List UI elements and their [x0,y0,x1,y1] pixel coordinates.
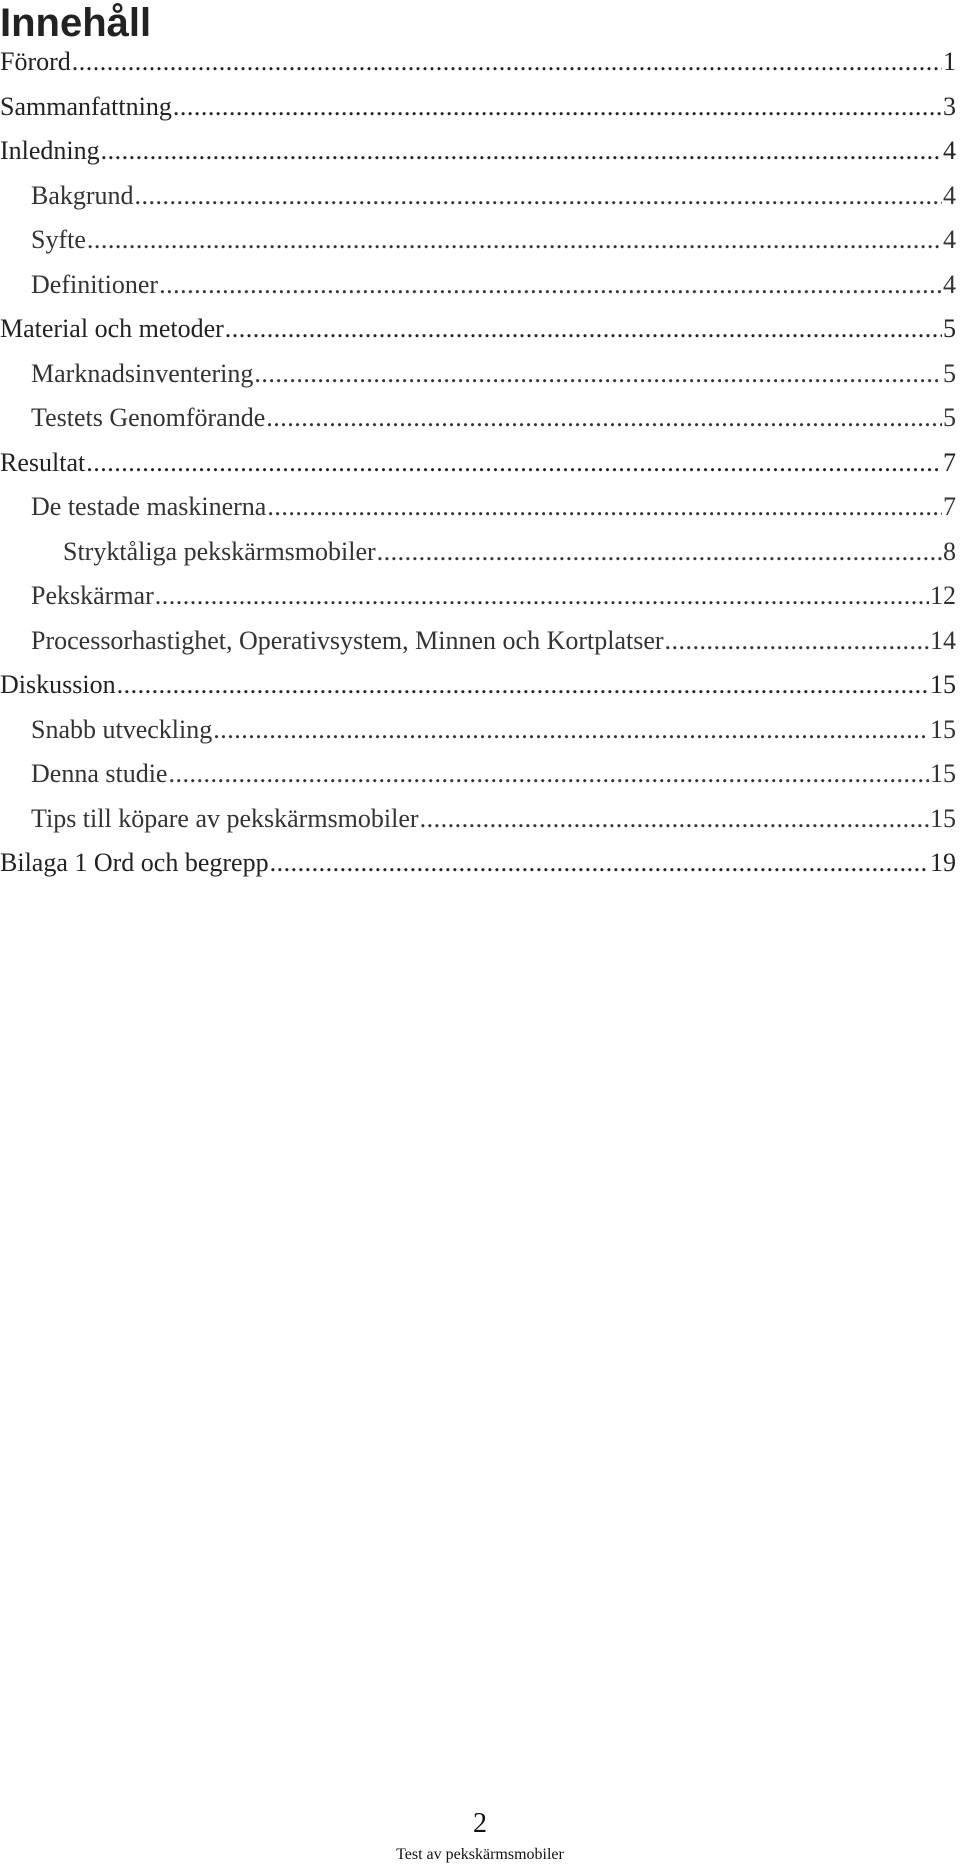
toc-entry-title: Inledning [0,136,100,165]
toc-entry[interactable] [0,85,956,130]
toc-entry[interactable] [0,352,956,397]
toc-entry-page: 4 [943,136,956,165]
dot-leader [213,708,929,753]
toc-entry-page: 7 [943,492,956,521]
toc-entry-page: 15 [930,759,956,788]
toc-entry[interactable] [0,752,956,797]
toc-entry[interactable] [0,396,956,441]
toc-entry[interactable] [0,263,956,308]
toc-entry-title: Snabb utveckling [31,714,213,744]
toc-entry-page: 3 [943,91,956,121]
dot-leader [117,663,929,708]
toc-entry[interactable] [0,218,956,263]
toc-entry[interactable] [0,841,956,886]
toc-entry[interactable] [0,708,956,753]
dot-leader [377,530,942,575]
table-of-contents [0,40,956,886]
dot-leader [72,40,942,85]
dot-leader [159,263,942,308]
dot-leader [86,441,942,486]
dot-leader [266,396,942,441]
toc-entry-page: 5 [943,314,956,343]
toc-entry[interactable] [0,174,956,219]
toc-entry-page: 12 [930,581,956,610]
toc-entry-title: Förord [0,47,71,76]
dot-leader [101,129,942,174]
toc-entry-page: 5 [943,358,956,388]
dot-leader [173,85,942,130]
toc-entry-page: 8 [943,536,956,566]
dot-leader [420,797,929,842]
toc-entry-title: Bilaga 1 Ord och begrepp [0,848,269,877]
toc-entry[interactable] [0,485,956,530]
toc-entry-title: Material och metoder [0,314,224,343]
toc-entry[interactable] [0,441,956,486]
dot-leader [87,218,942,263]
toc-entry-title: Resultat [0,447,86,477]
toc-entry[interactable] [0,307,956,352]
dot-leader [168,752,929,797]
toc-entry[interactable] [0,619,956,664]
toc-entry-page: 5 [943,403,956,432]
toc-entry-title: Tips till köpare av pekskärmsmobiler [31,803,419,833]
toc-entry-title: Bakgrund [31,180,134,210]
toc-entry-title: Stryktåliga pekskärmsmobiler [63,536,376,566]
toc-entry-title: Marknadsinventering [31,358,254,388]
toc-entry[interactable] [0,530,956,575]
toc-entry-page: 15 [930,714,956,744]
dot-leader [267,485,942,530]
toc-entry-page: 15 [930,803,956,833]
dot-leader [665,619,929,664]
dot-leader [135,174,942,219]
toc-heading: Innehåll [0,1,152,45]
toc-entry-page: 14 [930,625,956,655]
toc-entry-page: 7 [943,447,956,477]
toc-entry[interactable] [0,574,956,619]
toc-entry-title: Diskussion [0,670,116,699]
toc-entry-title: Denna studie [31,759,168,788]
toc-entry[interactable] [0,129,956,174]
toc-entry[interactable] [0,40,956,85]
toc-entry-page: 4 [943,269,956,299]
toc-entry[interactable] [0,797,956,842]
dot-leader [270,841,929,886]
toc-entry-page: 15 [930,670,956,699]
toc-entry-page: 4 [943,180,956,210]
toc-entry-title: Syfte [31,225,86,254]
toc-entry-title: Testets Genomförande [31,403,266,432]
toc-entry-page: 4 [943,225,956,254]
toc-entry-title: Pekskärmar [31,581,154,610]
toc-entry-title: Processorhastighet, Operativsystem, Minnen och Kortplatser [31,625,664,655]
toc-entry-title: Definitioner [31,269,159,299]
toc-entry[interactable] [0,663,956,708]
toc-entry-page: 19 [930,848,956,877]
page-number: 2 [473,1808,487,1839]
dot-leader [155,574,929,619]
running-footer: Test av pekskärmsmobiler [396,1846,564,1863]
dot-leader [254,352,942,397]
toc-entry-page: 1 [943,47,956,76]
dot-leader [225,307,942,352]
toc-entry-title: De testade maskinerna [31,492,267,521]
toc-entry-title: Sammanfattning [0,91,172,121]
